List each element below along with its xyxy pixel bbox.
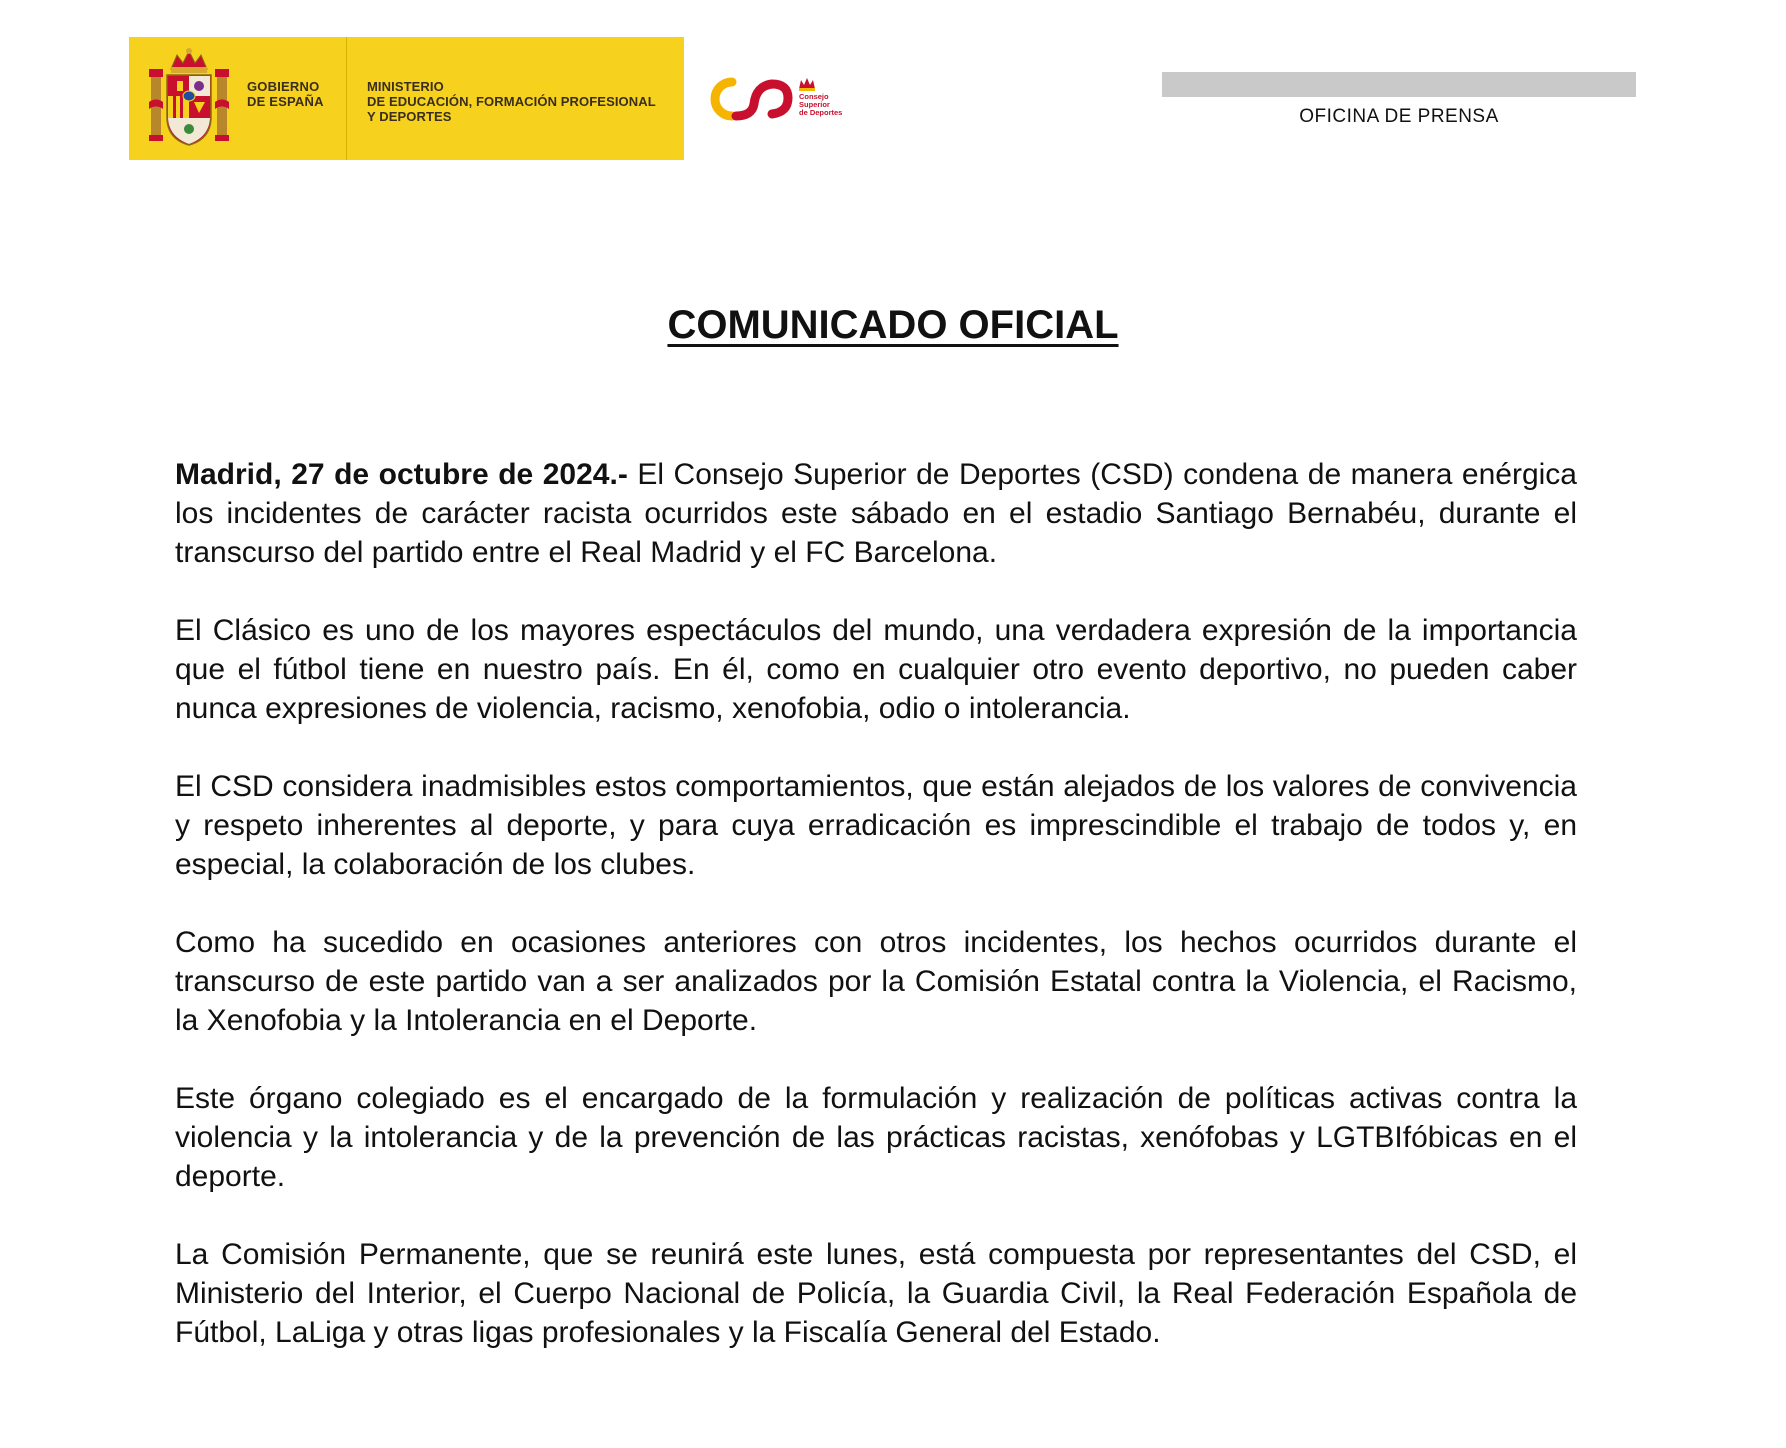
ministry-name	[367, 79, 656, 124]
press-office-bar	[1162, 72, 1636, 97]
document-body	[175, 455, 1577, 1352]
dateline: Madrid, 27 de octubre de 2024.-	[175, 458, 628, 491]
government-name-line1: GOBIERNO	[247, 79, 320, 94]
government-name-line2: DE ESPAÑA	[247, 94, 324, 109]
paragraph-1	[175, 455, 1577, 572]
paragraph-3: El CSD considera inadmisibles estos comportamientos, que están alejados de los valores de convivencia y respeto inherentes al deporte, y para cuya erradicación es imprescindible el trabajo de todos y, en especial, la colaboración de los clubes.	[175, 770, 1577, 881]
csd-name-line2: Superior	[799, 100, 830, 109]
government-name	[247, 79, 324, 109]
page-title	[0, 303, 1786, 348]
page-title-text: COMUNICADO OFICIAL	[667, 303, 1119, 347]
paragraph-5: Este órgano colegiado es el encargado de la formulación y realización de políticas activas contra la violencia y la intolerancia y de la prevención de las prácticas racistas, xenófobas y LGTBIfóbicas en el deporte.	[175, 1082, 1577, 1193]
ministry-name-line3: Y DEPORTES	[367, 109, 452, 124]
ministry-name-line2: DE EDUCACIÓN, FORMACIÓN PROFESIONAL	[367, 94, 656, 109]
paragraph-2: El Clásico es uno de los mayores espectáculos del mundo, una verdadera expresión de la importancia que el fútbol tiene en nuestro país. En él, como en cualquier otro evento deportivo, no pueden caber nunca expresiones de violencia, racismo, xenofobia, odio o intolerancia.	[175, 614, 1577, 725]
press-office-label: OFICINA DE PRENSA	[1299, 106, 1499, 127]
banner-divider	[346, 37, 347, 160]
paragraph-6: La Comisión Permanente, que se reunirá este lunes, está compuesta por representantes del CSD, el Ministerio del Interior, el Cuerpo Nacional de Policía, la Guardia Civil, la Real Federación Española de Fútbol, LaLiga y otras ligas profesionales y la Fiscalía General del Estado.	[175, 1238, 1577, 1349]
csd-logo-icon	[708, 76, 804, 122]
paragraph-4: Como ha sucedido en ocasiones anteriores con otros incidentes, los hechos ocurridos durante el transcurso de este partido van a ser analizados por la Comisión Estatal contra la Violencia, el Racismo, la Xenofobia y la Intolerancia en el Deporte.	[175, 926, 1577, 1037]
csd-name-line1: Consejo	[799, 92, 829, 101]
coat-of-arms-icon	[147, 47, 231, 151]
ministry-name-line1: MINISTERIO	[367, 79, 444, 94]
csd-name-line3: de Deportes	[799, 108, 843, 117]
crown-icon	[798, 76, 816, 92]
government-banner	[129, 37, 684, 160]
csd-name	[799, 93, 842, 117]
paragraph-1-text: El Consejo Superior de Deportes (CSD) condena de manera enérgica los incidentes de carácter racista ocurridos este sábado en el estadio Santiago Bernabéu, durante el transcurso del partido entre el Real Madrid y el FC Barcelona.	[175, 458, 1577, 569]
